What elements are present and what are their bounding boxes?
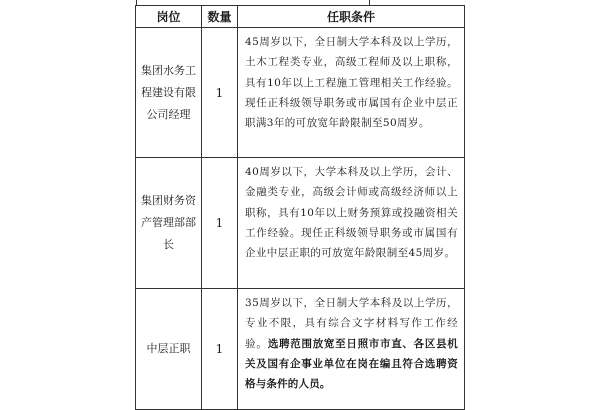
table-row [136, 289, 465, 410]
requirements-cell [238, 158, 465, 289]
header-requirements: 任职条件 [238, 6, 465, 28]
position-cell: 中层正职 [136, 289, 202, 410]
header-quantity: 数量 [202, 6, 238, 28]
requirements-text: 35周岁以下，全日制大学本科及以上学历，专业不限，具有综合文字材料写作工作经验。 [245, 297, 458, 350]
table-row [136, 28, 465, 158]
quantity-cell: 1 [202, 28, 238, 158]
table-row [136, 158, 465, 289]
position-cell: 集团财务资产管理部部长 [136, 158, 202, 289]
position-cell: 集团水务工程建设有限公司经理 [136, 28, 202, 158]
requirements-cell [238, 289, 465, 410]
table-header-row [136, 6, 465, 28]
quantity-cell: 1 [202, 158, 238, 289]
header-position: 岗位 [136, 6, 202, 28]
requirements-text: 45周岁以下，全日制大学本科及以上学历，土木工程类专业，高级工程师及以上职称，具有10年以上工程施工管理相关工作经验。现任正科级领导职务或市属国有企业中层正职满3年的可放宽年龄限制至50周岁。 [245, 36, 458, 130]
quantity-cell: 1 [202, 289, 238, 410]
requirements-bold-text: 选聘范围放宽至日照市市直、各区县机关及国有企事业单位在岗在编且符合选聘资格与条件的人员。 [245, 337, 458, 391]
recruitment-table [135, 5, 465, 410]
requirements-text: 40周岁以下，大学本科及以上学历，会计、金融类专业，高级会计师或高级经济师以上职称，具有10年以上财务预算或投融资相关工作经验。现任正科级领导职务或市属国有企业中层正职的可放宽年龄限制至45周岁。 [245, 166, 458, 260]
requirements-cell [238, 28, 465, 158]
